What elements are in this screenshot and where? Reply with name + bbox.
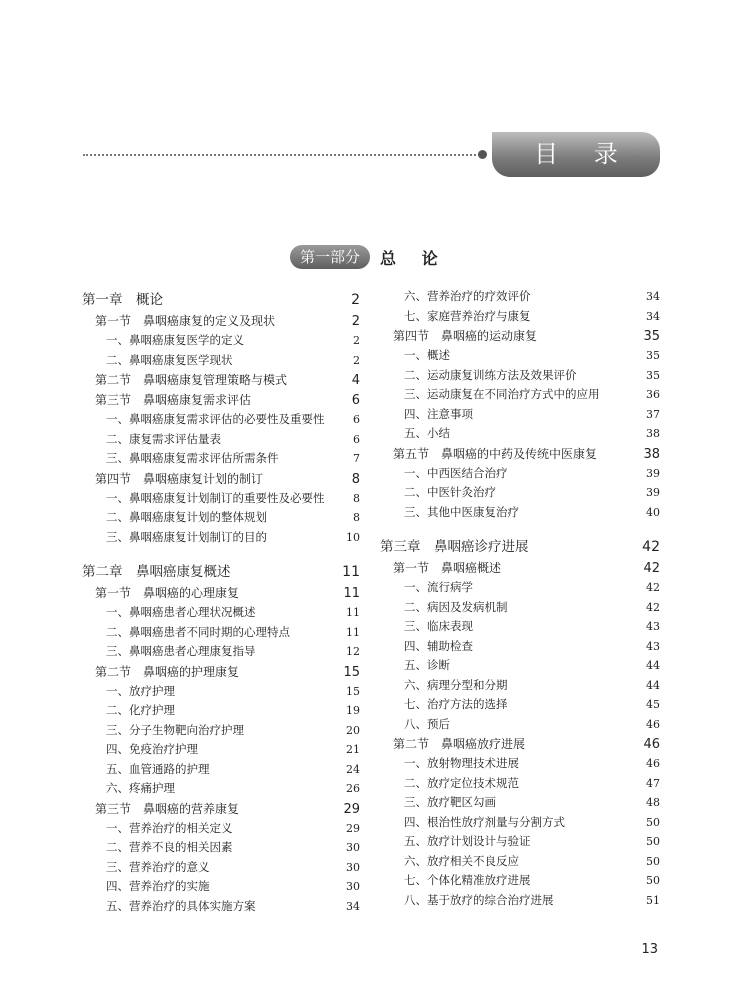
toc-entry-page: 38 — [643, 446, 660, 462]
toc-entry-page: 46 — [643, 737, 660, 752]
toc-entry-page: 20 — [346, 723, 360, 737]
spacer — [82, 548, 360, 560]
toc-item-row[interactable] — [380, 618, 660, 638]
toc-item-row[interactable] — [380, 579, 660, 599]
toc-entry-title: 六、营养治疗的疗效评价 — [404, 289, 531, 303]
toc-entry-page: 11 — [346, 606, 360, 619]
toc-section-row[interactable] — [82, 800, 360, 820]
toc-item-row[interactable] — [380, 425, 660, 445]
toc-item-row[interactable] — [380, 657, 660, 677]
toc-title-banner: 目 录 — [492, 132, 660, 177]
toc-entry-title: 第三章 鼻咽癌诊疗进展 — [380, 539, 529, 555]
toc-item-row[interactable] — [82, 820, 360, 840]
toc-entry-title: 一、中西医结合治疗 — [404, 465, 508, 480]
toc-item-row[interactable] — [380, 367, 660, 387]
toc-item-row[interactable] — [380, 755, 660, 775]
toc-entry-page: 50 — [646, 835, 660, 848]
toc-item-row[interactable] — [380, 872, 660, 892]
toc-entry-title: 二、鼻咽癌康复计划的整体规划 — [106, 510, 267, 524]
toc-item-row[interactable] — [82, 332, 360, 352]
toc-item-row[interactable] — [82, 780, 360, 800]
toc-section-row[interactable] — [82, 312, 360, 332]
toc-entry-page: 35 — [643, 329, 660, 344]
toc-item-row[interactable] — [82, 761, 360, 781]
toc-entry-page: 34 — [646, 309, 660, 323]
toc-entry-title: 三、鼻咽癌患者心理康复指导 — [106, 644, 256, 658]
toc-entry-title: 七、家庭营养治疗与康复 — [404, 308, 531, 323]
toc-entry-title: 第二节 鼻咽癌康复管理策略与模式 — [95, 373, 288, 387]
toc-entry-title: 七、治疗方法的选择 — [404, 697, 508, 711]
toc-entry-title: 四、根治性放疗剂量与分割方式 — [404, 814, 565, 829]
toc-item-row[interactable] — [380, 853, 660, 873]
toc-item-row[interactable] — [82, 431, 360, 451]
toc-section-row[interactable] — [82, 371, 360, 391]
toc-entry-page: 42 — [642, 539, 660, 555]
toc-entry-title: 二、中医针灸治疗 — [404, 485, 496, 499]
toc-item-row[interactable] — [380, 347, 660, 367]
toc-entry-page: 15 — [346, 684, 360, 698]
toc-entry-page: 11 — [346, 625, 360, 639]
toc-entry-page: 48 — [646, 796, 660, 809]
toc-entry-page: 50 — [646, 815, 660, 829]
toc-entry-title: 三、鼻咽癌康复计划制订的目的 — [106, 529, 267, 544]
toc-item-row[interactable] — [82, 624, 360, 644]
toc-section-row[interactable] — [82, 470, 360, 490]
toc-item-row[interactable] — [82, 722, 360, 742]
toc-item-row[interactable] — [380, 794, 660, 814]
toc-entry-title: 二、病因及发病机制 — [404, 599, 508, 614]
toc-entry-page: 11 — [343, 586, 360, 601]
toc-item-row[interactable] — [380, 288, 660, 308]
toc-entry-page: 36 — [646, 388, 660, 401]
toc-entry-page: 15 — [343, 664, 360, 680]
toc-entry-title: 一、流行病学 — [404, 580, 473, 594]
toc-entry-page: 35 — [646, 349, 660, 362]
toc-item-row[interactable] — [82, 683, 360, 703]
toc-section-row[interactable] — [380, 559, 660, 579]
toc-entry-title: 一、放疗护理 — [106, 683, 175, 698]
toc-item-row[interactable] — [82, 643, 360, 663]
toc-entry-title: 八、预后 — [404, 716, 450, 731]
toc-item-row[interactable] — [380, 814, 660, 834]
toc-entry-page: 8 — [351, 471, 360, 487]
toc-entry-page: 46 — [646, 717, 660, 731]
toc-entry-page: 45 — [646, 698, 660, 711]
toc-entry-title: 三、营养治疗的意义 — [106, 859, 210, 874]
toc-item-row[interactable] — [82, 898, 360, 918]
toc-entry-title: 六、放疗相关不良反应 — [404, 853, 519, 868]
toc-entry-page: 24 — [346, 762, 360, 776]
toc-entry-title: 七、个体化精准放疗进展 — [404, 873, 531, 887]
toc-entry-title: 四、注意事项 — [404, 406, 473, 421]
toc-entry-title: 一、鼻咽癌患者心理状况概述 — [106, 605, 256, 619]
toc-entry-page: 11 — [342, 564, 360, 580]
toc-entry-page: 12 — [346, 645, 360, 658]
toc-entry-page: 6 — [353, 413, 360, 426]
toc-entry-title: 一、概述 — [404, 348, 450, 362]
toc-item-row[interactable] — [380, 775, 660, 795]
page-number: 13 — [641, 942, 658, 957]
toc-entry-page: 43 — [646, 639, 660, 653]
toc-entry-page: 39 — [646, 466, 660, 480]
toc-entry-title: 五、诊断 — [404, 658, 450, 672]
toc-entry-page: 10 — [346, 530, 360, 544]
toc-entry-page: 50 — [646, 874, 660, 887]
toc-entry-title: 六、疼痛护理 — [106, 781, 175, 795]
toc-entry-page: 43 — [646, 620, 660, 633]
part-title: 总 论 — [380, 248, 448, 268]
toc-entry-title: 一、鼻咽癌康复计划制订的重要性及必要性 — [106, 490, 325, 505]
toc-entry-title: 第四节 鼻咽癌康复计划的制订 — [95, 471, 264, 486]
toc-item-row[interactable] — [380, 638, 660, 658]
toc-entry-page: 39 — [646, 486, 660, 499]
toc-item-row[interactable] — [82, 839, 360, 859]
toc-entry-page: 34 — [646, 290, 660, 303]
toc-entry-page: 46 — [646, 757, 660, 770]
toc-entry-title: 第三节 鼻咽癌的营养康复 — [95, 801, 240, 816]
toc-item-row[interactable] — [380, 716, 660, 736]
toc-entry-title: 二、鼻咽癌康复医学现状 — [106, 352, 233, 367]
bullet-dot — [478, 150, 487, 159]
toc-entry-title: 第二节 鼻咽癌的护理康复 — [95, 664, 240, 679]
toc-entry-page: 21 — [346, 743, 360, 756]
toc-entry-page: 2 — [351, 292, 360, 308]
toc-entry-page: 37 — [646, 407, 660, 421]
toc-entry-title: 二、化疗护理 — [106, 703, 175, 717]
toc-entry-page: 44 — [646, 659, 660, 672]
toc-entry-page: 30 — [346, 841, 360, 854]
toc-section-row[interactable] — [82, 584, 360, 604]
toc-item-row[interactable] — [82, 352, 360, 372]
dotted-leader-line — [83, 154, 483, 158]
toc-entry-page: 29 — [343, 801, 360, 817]
toc-entry-page: 29 — [346, 821, 360, 835]
toc-entry-title: 一、鼻咽癌康复医学的定义 — [106, 333, 244, 347]
toc-entry-title: 三、分子生物靶向治疗护理 — [106, 722, 244, 737]
toc-entry-title: 第四节 鼻咽癌的运动康复 — [393, 329, 538, 343]
toc-section-row[interactable] — [82, 391, 360, 411]
toc-section-row[interactable] — [82, 663, 360, 683]
toc-entry-title: 四、辅助检查 — [404, 638, 473, 653]
toc-item-row[interactable] — [380, 308, 660, 328]
toc-entry-title: 八、基于放疗的综合治疗进展 — [404, 892, 554, 907]
toc-item-row[interactable] — [82, 450, 360, 470]
toc-entry-title: 五、放疗计划设计与验证 — [404, 834, 531, 848]
toc-item-row[interactable] — [380, 696, 660, 716]
toc-entry-page: 30 — [346, 860, 360, 874]
toc-entry-page: 35 — [646, 368, 660, 382]
toc-entry-title: 三、放疗靶区勾画 — [404, 795, 496, 809]
toc-left-column — [82, 288, 360, 917]
toc-entry-page: 26 — [346, 782, 360, 795]
toc-entry-page: 30 — [346, 880, 360, 893]
toc-section-row[interactable] — [380, 327, 660, 347]
toc-entry-page: 6 — [351, 393, 360, 408]
toc-entry-title: 四、营养治疗的实施 — [106, 879, 210, 893]
toc-entry-title: 第二章 鼻咽癌康复概述 — [82, 564, 231, 580]
toc-chapter-row[interactable] — [82, 288, 360, 312]
toc-item-row[interactable] — [380, 386, 660, 406]
toc-item-row[interactable] — [380, 677, 660, 697]
toc-item-row[interactable] — [82, 411, 360, 431]
toc-entry-page: 42 — [646, 600, 660, 614]
part-badge: 第一部分 — [290, 245, 370, 269]
toc-entry-title: 一、鼻咽癌康复需求评估的必要性及重要性 — [106, 412, 325, 426]
toc-entry-title: 第三节 鼻咽癌康复需求评估 — [95, 393, 252, 407]
toc-section-row[interactable] — [380, 735, 660, 755]
toc-item-row[interactable] — [380, 504, 660, 524]
toc-entry-page: 44 — [646, 678, 660, 692]
toc-entry-page: 42 — [643, 561, 660, 576]
toc-entry-title: 二、康复需求评估量表 — [106, 431, 221, 446]
toc-entry-page: 7 — [353, 452, 360, 465]
toc-entry-page: 8 — [353, 511, 360, 524]
toc-item-row[interactable] — [82, 878, 360, 898]
toc-entry-page: 34 — [346, 899, 360, 913]
toc-entry-title: 五、血管通路的护理 — [106, 761, 210, 776]
toc-entry-title: 五、小结 — [404, 426, 450, 440]
toc-entry-title: 五、营养治疗的具体实施方案 — [106, 898, 256, 913]
toc-entry-title: 二、放疗定位技术规范 — [404, 775, 519, 790]
toc-entry-page: 51 — [646, 893, 660, 907]
toc-entry-page: 2 — [353, 334, 360, 347]
toc-entry-title: 二、营养不良的相关因素 — [106, 840, 233, 854]
toc-entry-title: 第一章 概论 — [82, 292, 163, 308]
toc-item-row[interactable] — [380, 599, 660, 619]
toc-item-row[interactable] — [380, 484, 660, 504]
part-heading — [290, 244, 448, 270]
toc-entry-title: 二、运动康复训练方法及效果评价 — [404, 367, 577, 382]
toc-entry-title: 第二节 鼻咽癌放疗进展 — [393, 737, 526, 751]
toc-entry-title: 三、临床表现 — [404, 619, 473, 633]
toc-entry-title: 二、鼻咽癌患者不同时期的心理特点 — [106, 624, 290, 639]
toc-entry-title: 第五节 鼻咽癌的中药及传统中医康复 — [393, 446, 598, 461]
toc-entry-page: 2 — [351, 314, 360, 329]
toc-entry-title: 一、营养治疗的相关定义 — [106, 820, 233, 835]
toc-item-row[interactable] — [82, 490, 360, 510]
toc-chapter-row[interactable] — [82, 560, 360, 584]
toc-item-row[interactable] — [380, 892, 660, 912]
toc-entry-title: 四、免疫治疗护理 — [106, 742, 198, 756]
toc-item-row[interactable] — [82, 702, 360, 722]
toc-item-row[interactable] — [82, 604, 360, 624]
toc-item-row[interactable] — [82, 741, 360, 761]
toc-entry-page: 2 — [353, 353, 360, 367]
toc-entry-title: 六、病理分型和分期 — [404, 677, 508, 692]
toc-item-row[interactable] — [82, 859, 360, 879]
toc-entry-page: 6 — [353, 432, 360, 446]
toc-entry-page: 42 — [646, 581, 660, 594]
toc-entry-title: 三、运动康复在不同治疗方式中的应用 — [404, 387, 600, 401]
toc-entry-page: 50 — [646, 854, 660, 868]
toc-entry-title: 一、放射物理技术进展 — [404, 756, 519, 770]
toc-entry-title: 第一节 鼻咽癌康复的定义及现状 — [95, 314, 276, 328]
toc-entry-page: 38 — [646, 427, 660, 440]
toc-item-row[interactable] — [380, 833, 660, 853]
toc-item-row[interactable] — [380, 406, 660, 426]
toc-entry-title: 三、其他中医康复治疗 — [404, 504, 519, 519]
toc-entry-title: 第一节 鼻咽癌概述 — [393, 561, 502, 575]
toc-chapter-row[interactable] — [380, 535, 660, 559]
toc-entry-page: 19 — [346, 704, 360, 717]
toc-entry-title: 三、鼻咽癌康复需求评估所需条件 — [106, 451, 279, 465]
toc-section-row[interactable] — [380, 445, 660, 465]
toc-entry-page: 47 — [646, 776, 660, 790]
toc-item-row[interactable] — [82, 529, 360, 549]
toc-entry-title: 第一节 鼻咽癌的心理康复 — [95, 586, 240, 600]
toc-entry-page: 40 — [646, 505, 660, 519]
toc-entry-page: 4 — [351, 373, 360, 388]
toc-right-column — [380, 288, 660, 911]
toc-entry-page: 8 — [353, 491, 360, 505]
toc-item-row[interactable] — [82, 509, 360, 529]
spacer — [380, 523, 660, 535]
toc-item-row[interactable] — [380, 465, 660, 485]
